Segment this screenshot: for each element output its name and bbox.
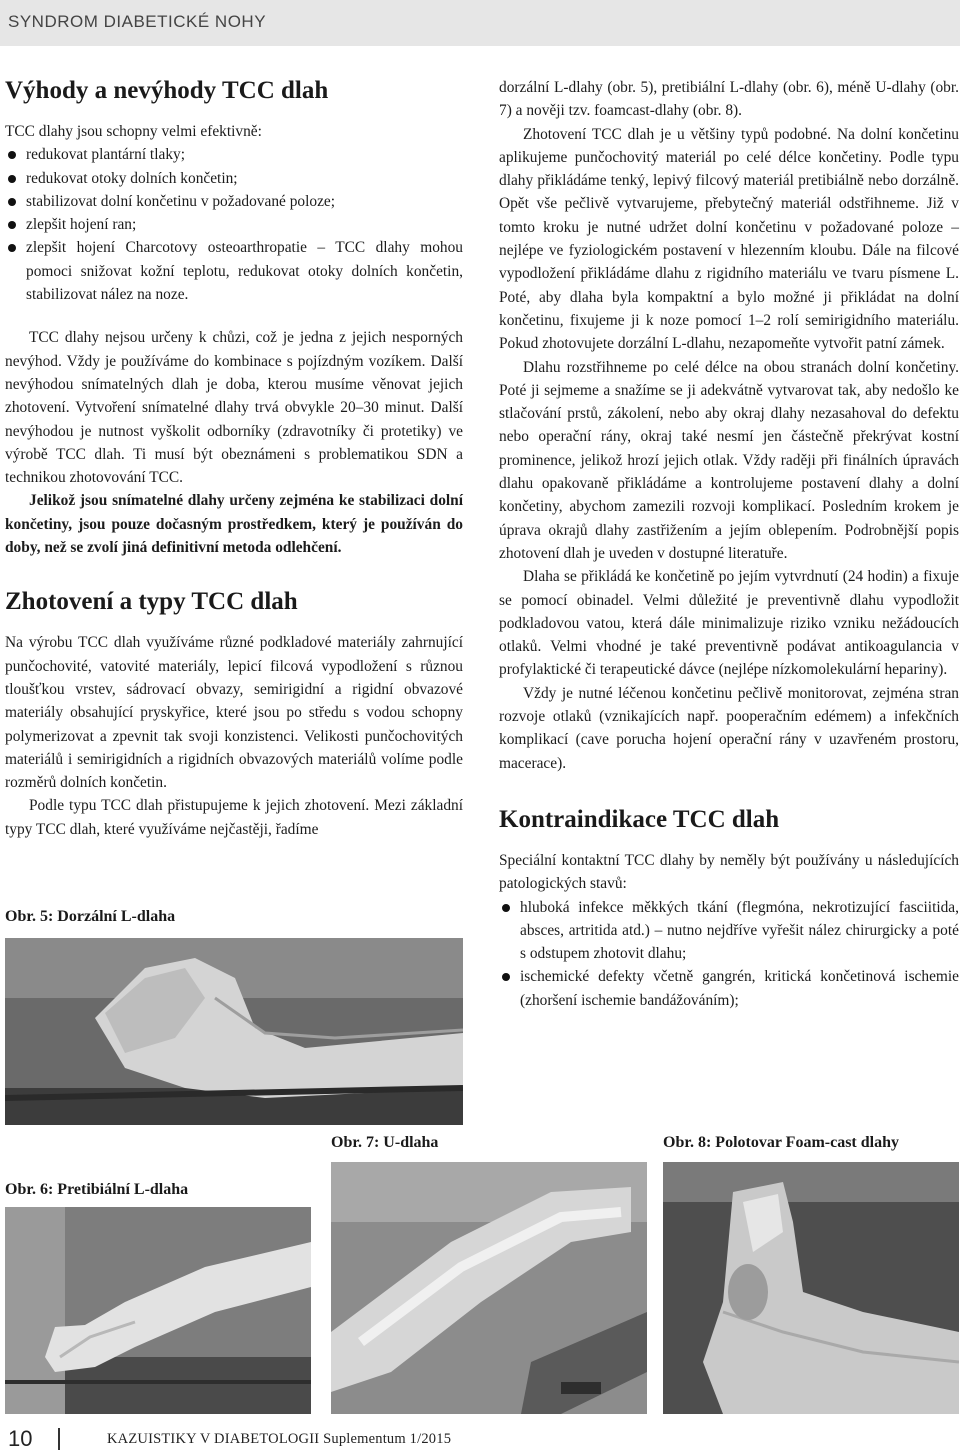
left-column [5, 76, 463, 841]
contraindications-list [499, 896, 959, 1012]
list-item: zlepšit hojení ran; [5, 213, 463, 236]
figure-5-caption: Obr. 5: Dorzální L-dlaha [5, 908, 176, 925]
cutting-paragraph: Dlahu rozstřihneme po celé délce na obou stranách dolní končetiny. Poté ji sejmeme a snažíme se ji adekvátně vytvarovat tak, aby nedošlo ke stlačování prstů, zákolení, nebo aby okraj dlahy nezasahoval do defektu nebo operační rány, okraj také nesmí jen částečně překrývat kostní prominence, jelikož hrozí jejich otlak. Vždy raději při finálních úpravách dlahu opakovaně přikládáme a kontrolujeme postavení dlahy a dolní končetiny, abychom zamezili rozvoji komplikací. Posledním krokem je úprava okrajů dlahy zastřižením a jejím oblepením. Podrobnější popis zhotovení dlah je uveden v dostupné literatuře. [499, 358, 959, 562]
section-title: SYNDROM DIABETICKÉ NOHY [8, 12, 267, 31]
footer-divider [58, 1428, 60, 1450]
monitoring-paragraph: Vždy je nutné léčenou končetinu pečlivě monitorovat, zejména stran rozvoje otlaků (vznikajících např. pooperačním edémem) a infekčních komplikací (cave porucha hojení operační rány v uzavřeném prostoru, macerace). [499, 684, 959, 772]
running-header [0, 0, 960, 46]
figure-8-caption: Obr. 8: Polotovar Foam-cast dlahy [663, 1134, 899, 1151]
list-item: zlepšit hojení Charcotovy osteoarthropatie – TCC dlahy mohou pomoci snižovat kožní teplotu, redukovat otoky dolních končetin, stabilizovat nález na noze. [5, 236, 463, 306]
types-continuation: dorzální L-dlahy (obr. 5), pretibiální L-dlahy (obr. 6), méně U-dlahy (obr. 7) a nověji tzv. foamcast-dlahy (obr. 8). [499, 79, 959, 120]
list-item: redukovat otoky dolních končetin; [5, 167, 463, 190]
materials-paragraph: Na výrobu TCC dlah využíváme různé podkladové materiály zahrnující punčochovité, vatovité materiály, lepicí filcová vypodložení s různou tloušťkou vrstev, sádrovací obvazy, semirigidní a rigidní obvazové materiály obsahující pryskyřice, které jsou po středu s vodou schopny polymerizovat a zpevnit tak svoji konzistenci. Velikosti punčochovitých materiálů i semirigidních a rigidních obvazových materiálů volíme podle rozměrů dolních končetin. [5, 634, 463, 792]
intro-paragraph: TCC dlahy jsou schopny velmi efektivně: [5, 123, 262, 140]
list-item: hluboká infekce měkkých tkání (flegmóna, nekrotizující fasciitida, absces, artritida atd.) – nutno nejdříve vyřešit nález chirurgicky a poté s odstupem zhotovit dlahu; [499, 896, 959, 966]
procedure-paragraph: Zhotovení TCC dlah je u většiny typů podobné. Na dolní končetinu aplikujeme punčochovitý materiál po celé délce končetiny. Podle typu dlahy přikládáme tenký, lepivý filcový materiál pretibiálně nebo dorzálně. Opět vše pečlivě vytvarujeme, přebytečný materiál odstřihneme. Již v tomto kroku je nutné udržet dolní končetinu v požadované poloze – nejlépe ve fyziologickém postavení v hlezenním kloubu. Dále na filcové vypodložení přikládáme dlahu z rigidního materiálu ve tvaru písmene L. Poté, aby dlaha byla kompaktní a bylo možné ji přikládat na dolní končetinu, fixujeme ji k noze pomocí 1–2 rolí semirigidního materiálu. Pokud zhotovujete dorzální L-dlahu, nezapomeňte vytvořit patní zámek. [499, 125, 959, 353]
disadvantages-paragraph: TCC dlahy nejsou určeny k chůzi, což je jedna z jejich nesporných nevýhod. Vždy je používáme do kombinace s pojízdným vozíkem. Další nevýhodou snímatelných dlah je doba, kterou musíme věnovat jejich zhotovení. Vytvoření snímatelné dlahy trvá obvykle 20–30 minut. Další nevýhodou je nutnost vyškolit odborníky (zdravotníky či protetiky) ve výrobě TCC dlah. Ti musí být obeznámeni s problematikou SDN a technikou zhotovování TCC. [5, 329, 463, 487]
figure-8-photo [663, 1162, 959, 1414]
page-number: 10 [8, 1426, 33, 1451]
right-column [499, 76, 959, 1012]
figure-5-photo [5, 938, 463, 1125]
list-item: redukovat plantární tlaky; [5, 143, 463, 166]
application-paragraph: Dlaha se přikládá ke končetině po jejím vytvrdnutí (24 hodin) a fixuje se pomocí obinadel. Velmi důležité je preventivně dlahu vypodložit podkladovou vatou, která dále minimalizuje riziko vzniku nežádoucích otlaků. Velmi vhodné je také preventivně podávat antikoagulancia v profylaktické či terapeutické dávce (nejlépe nízkomolekulární hepariny). [499, 568, 959, 679]
bold-summary-paragraph: Jelikož jsou snímatelné dlahy určeny zejména ke stabilizaci dolní končetiny, jsou pouze dočasným prostředkem, který je používán do doby, než se zvolí jiná definitivní metoda odlehčení. [5, 492, 463, 557]
list-item: stabilizovat dolní končetinu v požadované poloze; [5, 190, 463, 213]
heading-production: Zhotovení a typy TCC dlah [5, 588, 298, 616]
figure-6-photo [5, 1207, 311, 1414]
figure-7-photo [331, 1162, 647, 1414]
heading-contraindications: Kontraindikace TCC dlah [499, 805, 780, 833]
heading-advantages: Výhody a nevýhody TCC dlah [5, 77, 329, 104]
figure-6-caption: Obr. 6: Pretibiální L-dlaha [5, 1181, 189, 1198]
journal-name: KAZUISTIKY V DIABETOLOGII Suplementum 1/2015 [107, 1431, 452, 1447]
types-paragraph: Podle typu TCC dlah přistupujeme k jejich zhotovení. Mezi základní typy TCC dlah, které využíváme nejčastěji, řadíme [5, 797, 463, 838]
list-item: ischemické defekty včetně gangrén, kritická končetinová ischemie (zhoršení ischemie bandážováním); [499, 965, 959, 1012]
contraindications-intro: Speciální kontaktní TCC dlahy by neměly být používány u následujících patologických stavů: [499, 851, 959, 893]
figure-7-caption: Obr. 7: U-dlaha [331, 1134, 439, 1151]
advantages-list [5, 143, 463, 306]
